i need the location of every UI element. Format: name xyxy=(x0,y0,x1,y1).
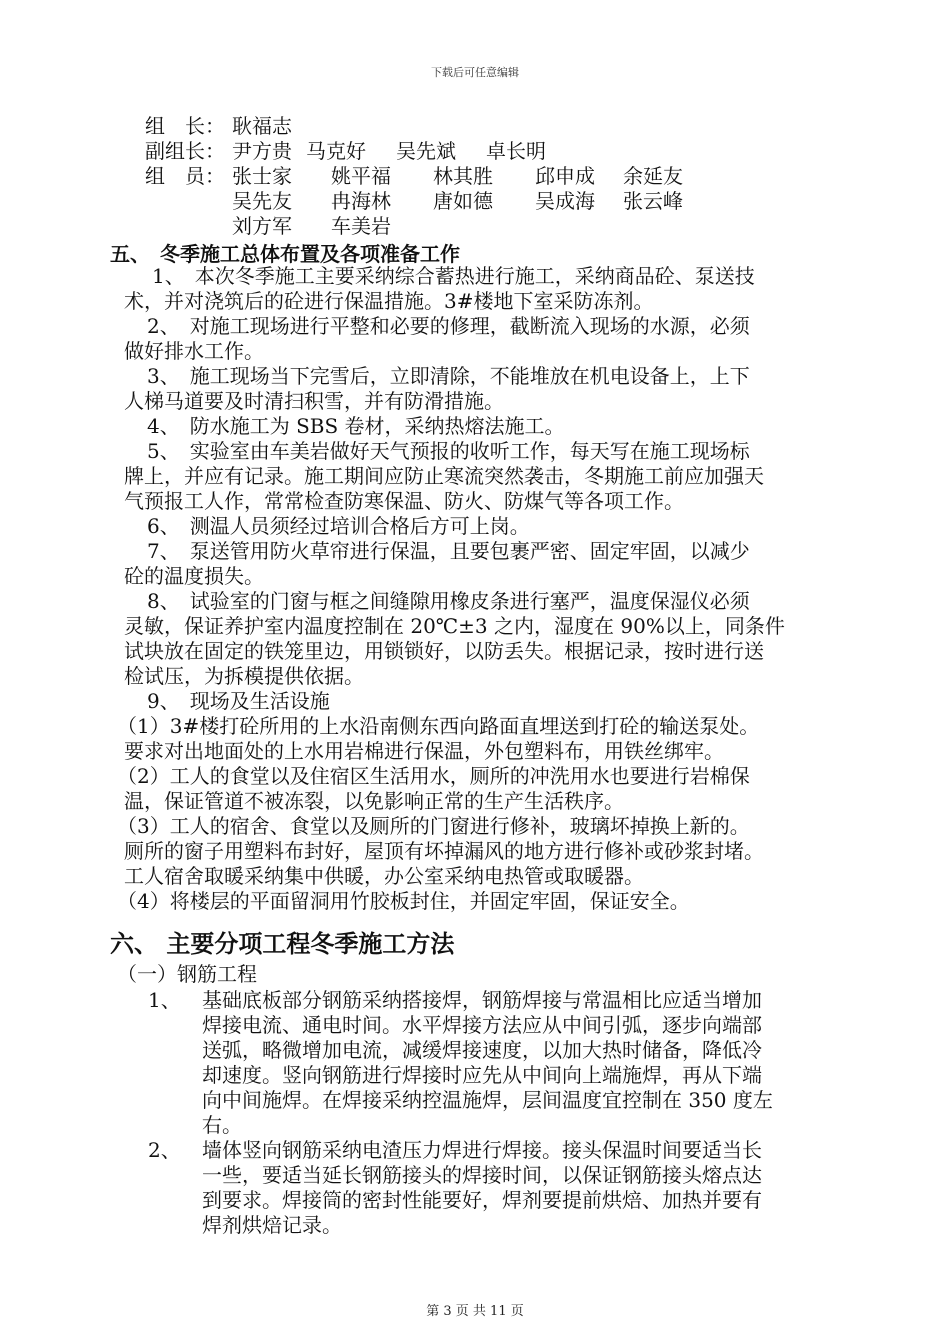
body-line: 气预报工人作，常常检查防寒保温、防火、防煤气等各项工作。 xyxy=(124,489,684,513)
team-member-name: 邱申成 xyxy=(535,164,595,188)
body-line: 5、 实验室由车美岩做好天气预报的收听工作，每天写在施工现场标 xyxy=(147,439,750,463)
subsection-heading: （一）钢筋工程 xyxy=(117,962,257,986)
body-line: 焊剂烘焙记录。 xyxy=(202,1213,342,1237)
body-line: 4、 防水施工为 SBS 卷材，采纳热熔法施工。 xyxy=(147,414,565,438)
team-leader-label: 组 长： xyxy=(145,114,225,138)
body-line: 6、 测温人员须经过培训合格后方可上岗。 xyxy=(147,514,530,538)
body-line: 检试压，为拆模提供依据。 xyxy=(124,664,364,688)
body-line: 到要求。焊接筒的密封性能要好，焊剂要提前烘焙、加热并要有 xyxy=(202,1188,762,1212)
body-line: 温，保证管道不被冻裂，以免影响正常的生产生活秩序。 xyxy=(124,789,624,813)
team-member-name: 车美岩 xyxy=(331,214,391,238)
body-line: 砼的温度损失。 xyxy=(124,564,264,588)
page-header: 下载后可任意编辑 xyxy=(431,66,519,79)
body-line: （3）工人的宿舍、食堂以及厕所的门窗进行修补，玻璃坏掉换上新的。 xyxy=(117,814,750,838)
item-number: 2、 xyxy=(148,1138,181,1162)
body-line: 基础底板部分钢筋采纳搭接焊，钢筋焊接与常温相比应适当增加 xyxy=(202,988,762,1012)
body-line: 灵敏，保证养护室内温度控制在 20℃±3 之内，湿度在 90%以上，同条件 xyxy=(124,614,785,638)
team-deputy-name: 马克好 xyxy=(306,139,366,163)
body-line: 要求对出地面处的上水用岩棉进行保温，外包塑料布，用铁丝绑牢。 xyxy=(124,739,724,763)
body-line: 试块放在固定的铁笼里边，用锁锁好，以防丢失。根据记录，按时进行送 xyxy=(124,639,764,663)
page-footer: 第 3 页 共 11 页 xyxy=(426,1304,524,1319)
body-line: 9、 现场及生活设施 xyxy=(147,689,330,713)
team-member-name: 张士家 xyxy=(232,164,292,188)
team-member-name: 吴先友 xyxy=(232,189,292,213)
section-6-heading: 六、 主要分项工程冬季施工方法 xyxy=(110,930,455,958)
body-line: 3、 施工现场当下完雪后，立即清除，不能堆放在机电设备上，上下 xyxy=(147,364,750,388)
body-line: （1）3#楼打砼所用的上水沿南侧东西向路面直埋送到打砼的输送泵处。 xyxy=(117,714,760,738)
body-line: 却速度。竖向钢筋进行焊接时应先从中间向上端施焊，再从下端 xyxy=(202,1063,762,1087)
team-member-name: 吴成海 xyxy=(535,189,595,213)
body-line: 工人宿舍取暖采纳集中供暖，办公室采纳电热管或取暖器。 xyxy=(124,864,644,888)
body-line: 厕所的窗子用塑料布封好，屋顶有坏掉漏风的地方进行修补或砂浆封堵。 xyxy=(124,839,764,863)
body-line: 墙体竖向钢筋采纳电渣压力焊进行焊接。接头保温时间要适当长 xyxy=(202,1138,762,1162)
body-line: 7、 泵送管用防火草帘进行保温，且要包裹严密、固定牢固，以减少 xyxy=(147,539,750,563)
body-line: 一些，要适当延长钢筋接头的焊接时间，以保证钢筋接头熔点达 xyxy=(202,1163,762,1187)
body-line: 2、 对施工现场进行平整和必要的修理，截断流入现场的水源，必须 xyxy=(147,314,750,338)
item-number: 1、 xyxy=(148,988,181,1012)
body-line: （2）工人的食堂以及住宿区生活用水，厕所的冲洗用水也要进行岩棉保 xyxy=(117,764,750,788)
team-member-name: 姚平福 xyxy=(331,164,391,188)
body-line: 右。 xyxy=(202,1113,242,1137)
body-line: 做好排水工作。 xyxy=(124,339,264,363)
team-member-name: 唐如德 xyxy=(433,189,493,213)
body-line: 8、 试验室的门窗与框之间缝隙用橡皮条进行塞严，温度保湿仪必须 xyxy=(147,589,750,613)
body-line: 向中间施焊。在焊接采纳控温施焊，层间温度宜控制在 350 度左 xyxy=(202,1088,773,1112)
body-line: （4）将楼层的平面留洞用竹胶板封住，并固定牢固，保证安全。 xyxy=(117,889,690,913)
team-member-name: 林其胜 xyxy=(433,164,493,188)
body-line: 术，并对浇筑后的砼进行保温措施。3#楼地下室采防冻剂。 xyxy=(124,289,654,313)
team-member-label: 组 员： xyxy=(145,164,225,188)
team-member-name: 余延友 xyxy=(623,164,683,188)
team-leader-name: 耿福志 xyxy=(232,114,292,138)
team-deputy-name: 卓长明 xyxy=(486,139,546,163)
body-line: 1、 本次冬季施工主要采纳综合蓄热进行施工，采纳商品砼、泵送技 xyxy=(152,264,755,288)
body-line: 送弧，略微增加电流，减缓焊接速度，以加大热时储备，降低冷 xyxy=(202,1038,762,1062)
team-member-name: 冉海林 xyxy=(331,189,391,213)
team-deputy-name: 吴先斌 xyxy=(396,139,456,163)
section-5-heading: 五、 冬季施工总体布置及各项准备工作 xyxy=(110,242,460,266)
team-deputy-label: 副组长： xyxy=(145,139,225,163)
team-member-name: 张云峰 xyxy=(623,189,683,213)
team-deputy-name: 尹方贵 xyxy=(232,139,292,163)
body-line: 焊接电流、通电时间。水平焊接方法应从中间引弧，逐步向端部 xyxy=(202,1013,762,1037)
body-line: 牌上，并应有记录。施工期间应防止寒流突然袭击，冬期施工前应加强天 xyxy=(124,464,764,488)
team-member-name: 刘方军 xyxy=(232,214,292,238)
body-line: 人梯马道要及时清扫积雪，并有防滑措施。 xyxy=(124,389,504,413)
